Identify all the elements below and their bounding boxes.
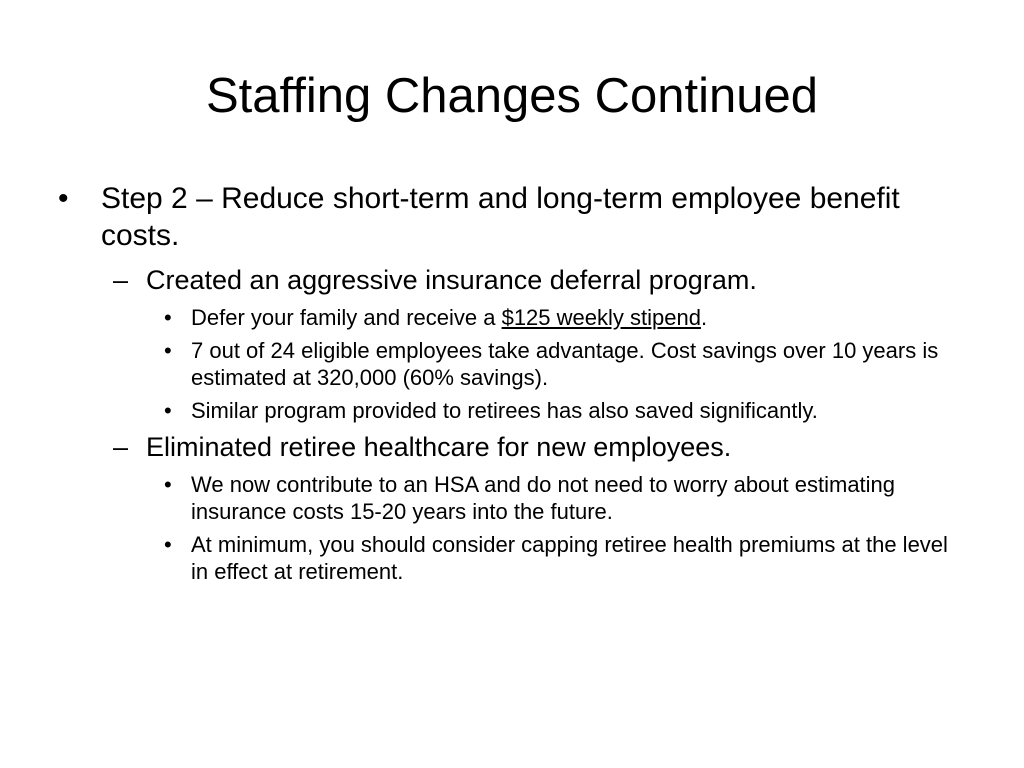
sub-bullet-deferral-program	[58, 263, 978, 297]
point-text-pre: Defer your family and receive a	[191, 305, 502, 330]
dash-icon: –	[113, 265, 129, 295]
bullet-step-2	[58, 180, 978, 254]
point-text: At minimum, you should consider capping retiree health premiums at the level in effect at retirement.	[191, 532, 948, 584]
bullet-text: Step 2 – Reduce short-term and long-term employee benefit costs.	[101, 182, 900, 252]
stipend-link[interactable]: $125 weekly stipend	[501, 305, 701, 330]
point-weekly-stipend	[58, 304, 978, 331]
slide-title: Staffing Changes Continued	[205, 69, 819, 123]
point-retiree-program	[58, 397, 978, 424]
slide-body	[58, 180, 978, 591]
bullet-icon: •	[164, 532, 172, 557]
point-text-post: .	[700, 305, 708, 330]
bullet-icon: •	[164, 305, 172, 330]
bullet-icon: •	[164, 338, 172, 363]
sub-bullet-retiree-healthcare	[58, 430, 978, 464]
sub-bullet-text: Created an aggressive insurance deferral program.	[146, 265, 757, 295]
point-hsa	[58, 471, 978, 525]
dash-icon: –	[113, 432, 129, 462]
bullet-icon: •	[58, 182, 69, 215]
point-text: We now contribute to an HSA and do not need to worry about estimating insurance costs 15-20 years into the future.	[191, 472, 896, 524]
point-text: Similar program provided to retirees has also saved significantly.	[191, 398, 818, 423]
sub-bullet-text: Eliminated retiree healthcare for new employees.	[146, 432, 732, 462]
point-capping-premiums	[58, 531, 978, 585]
point-text: 7 out of 24 eligible employees take advantage. Cost savings over 10 years is estimated at 320,000 (60% savings).	[191, 338, 939, 390]
bullet-icon: •	[164, 398, 172, 423]
point-eligible-employees	[58, 337, 978, 391]
bullet-icon: •	[164, 472, 172, 497]
